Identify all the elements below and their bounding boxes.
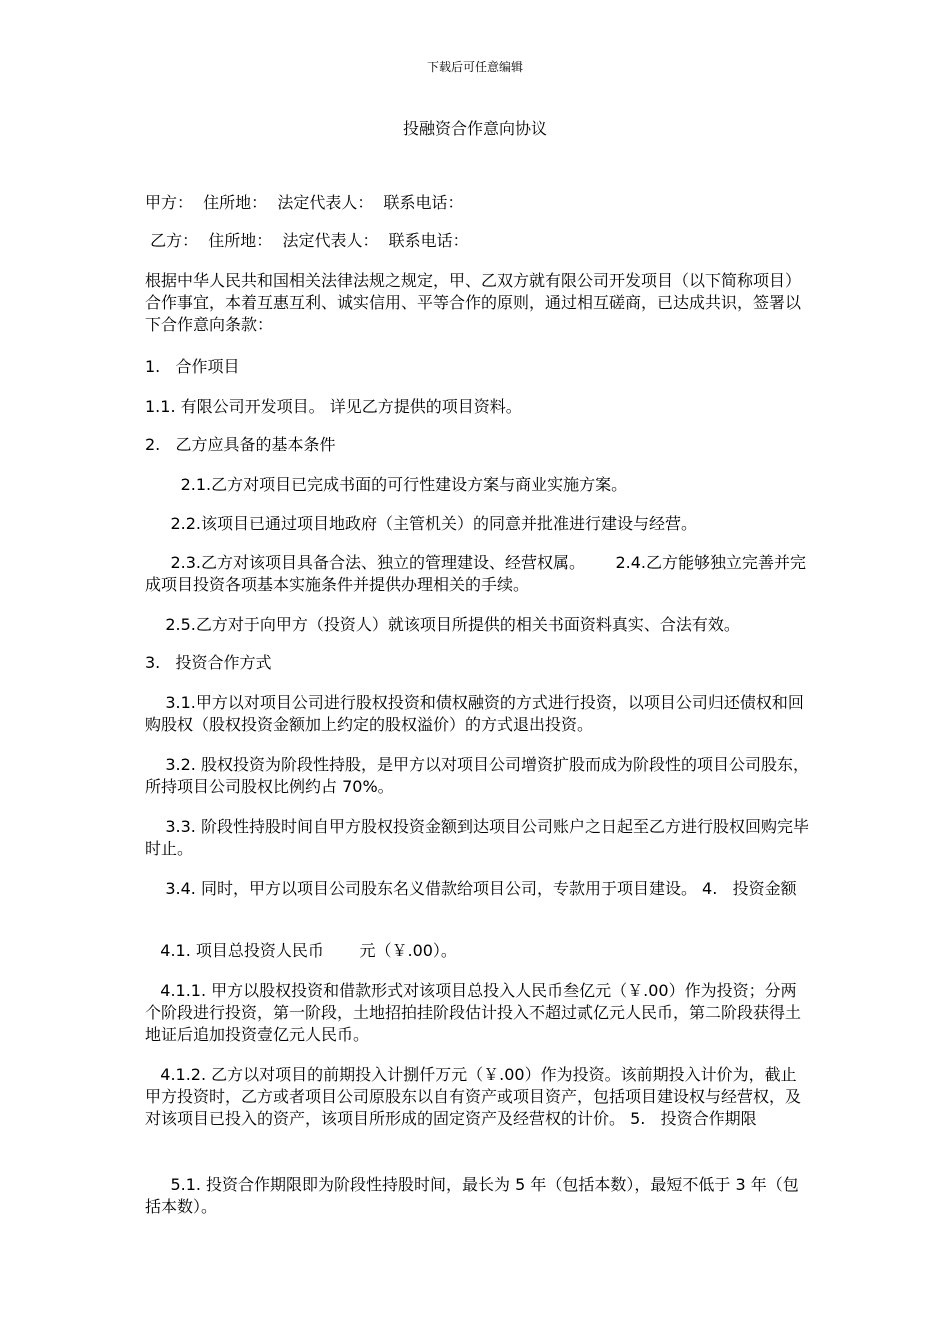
clause-paragraph: 2.2.该项目已通过项目地政府（主管机关）的同意并批准进行建设与经营。 bbox=[145, 514, 697, 533]
clause-paragraph: 2.3.乙方对该项目具备合法、独立的管理建设、经营权属。 2.4.乙方能够独立完善并完成项目投资各项基本实施条件并提供办理相关的手续。 bbox=[145, 553, 807, 594]
clause-paragraph: 3.4. 同时，甲方以项目公司股东名义借款给项目公司，专款用于项目建设。 4. 投资金额 bbox=[145, 879, 797, 898]
preamble-paragraph: 根据中华人民共和国相关法律法规之规定，甲、乙双方就有限公司开发项目（以下简称项目）合作事宜，本着互惠互利、诚实信用、平等合作的原则，通过相互磋商，已达成共识，签署以下合作意向条款： bbox=[145, 271, 802, 334]
clause-paragraph: 4.1.1. 甲方以股权投资和借款形式对该项目总投入人民币叁亿元（￥.00）作为投资；分两个阶段进行投资，第一阶段，土地招拍挂阶段估计投入不超过贰亿元人民币，第二阶段获得土地证后追加投资壹亿元人民币。 bbox=[145, 981, 802, 1044]
clause-paragraph: 4.1.2. 乙方以对项目的前期投入计捌仟万元（￥.00）作为投资。该前期投入计价为，截止甲方投资时，乙方或者项目公司原股东以自有资产或项目资产，包括项目建设权与经营权，及对该项目已投入的资产，该项目所形成的固定资产及经营权的计价。 5. 投资合作期限 bbox=[145, 1065, 802, 1128]
section-heading: 3. 投资合作方式 bbox=[145, 653, 272, 672]
clause-paragraph: 3.1.甲方以对项目公司进行股权投资和债权融资的方式进行投资，以项目公司归还债权和回购股权（股权投资金额加上约定的股权溢价）的方式退出投资。 bbox=[145, 693, 804, 734]
clause-paragraph: 2.1.乙方对项目已完成书面的可行性建设方案与商业实施方案。 bbox=[145, 475, 628, 494]
clause-paragraph: 3.2. 股权投资为阶段性持股，是甲方以对项目公司增资扩股而成为阶段性的项目公司股东，所持项目公司股权比例约占 70%。 bbox=[145, 755, 809, 796]
clause-paragraph: 5.1. 投资合作期限即为阶段性持股时间，最长为 5 年（包括本数），最短不低于 3 年（包括本数）。 bbox=[145, 1175, 799, 1216]
section-heading: 2. 乙方应具备的基本条件 bbox=[145, 435, 336, 454]
header-note: 下载后可任意编辑 bbox=[426, 60, 523, 74]
party-a-line: 甲方： 住所地： 法定代表人： 联系电话： bbox=[145, 193, 464, 212]
clause-paragraph: 1.1. 有限公司开发项目。 详见乙方提供的项目资料。 bbox=[145, 397, 522, 416]
clause-paragraph: 2.5.乙方对于向甲方（投资人）就该项目所提供的相关书面资料真实、合法有效。 bbox=[145, 615, 740, 634]
section-heading: 1. 合作项目 bbox=[145, 357, 240, 376]
document-title: 投融资合作意向协议 bbox=[402, 119, 547, 138]
clause-paragraph: 4.1. 项目总投资人民币 元（￥.00）。 bbox=[145, 941, 457, 960]
party-b-line: 乙方： 住所地： 法定代表人： 联系电话： bbox=[145, 231, 469, 250]
clause-paragraph: 3.3. 阶段性持股时间自甲方股权投资金额到达项目公司账户之日起至乙方进行股权回购完毕时止。 bbox=[145, 817, 809, 858]
